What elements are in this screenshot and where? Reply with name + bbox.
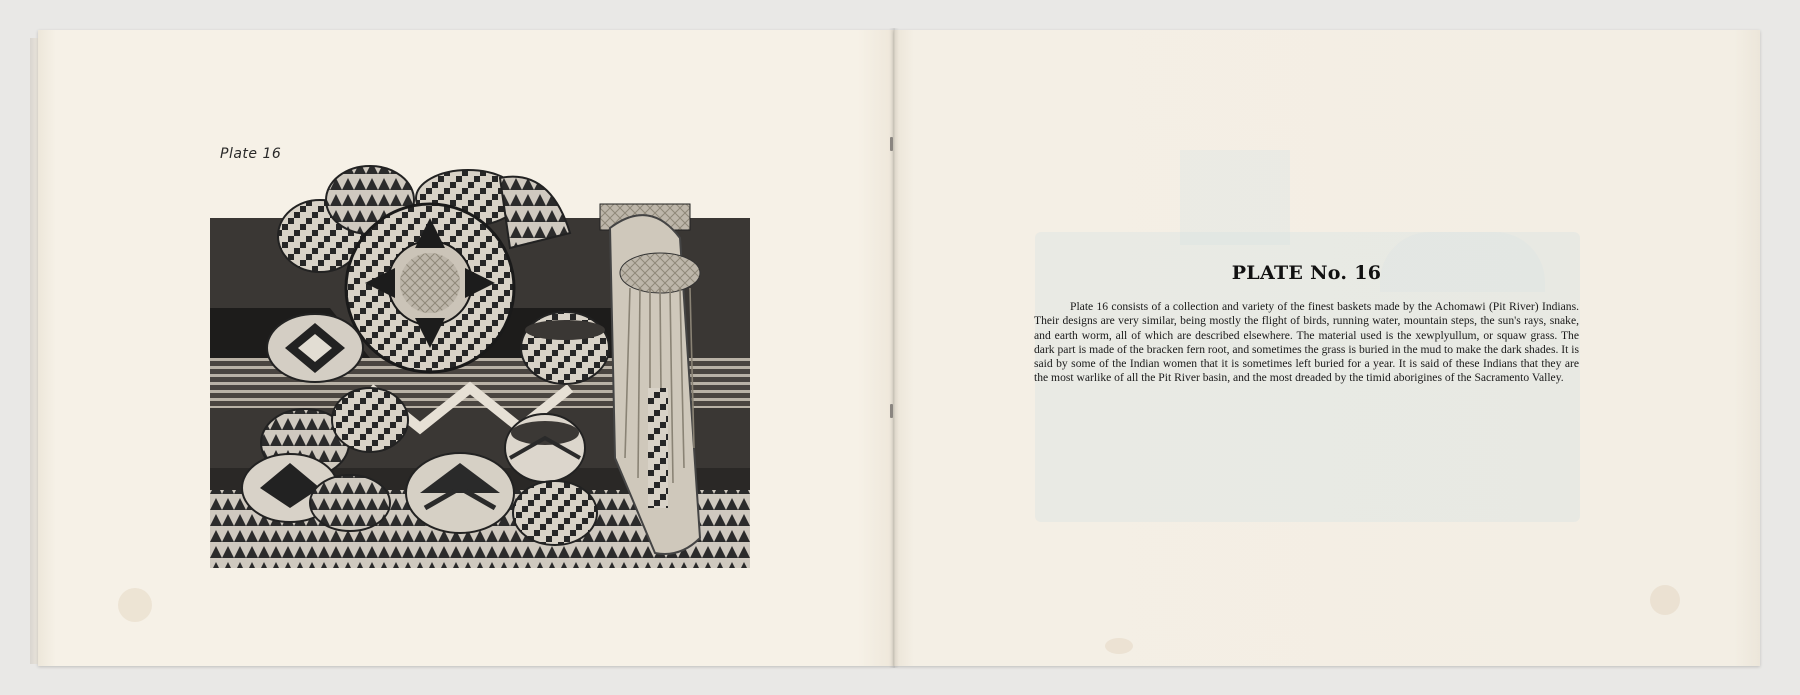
book-gutter — [889, 28, 899, 668]
paper-stain — [118, 588, 152, 622]
paper-stain — [1105, 638, 1133, 654]
staple-bottom — [890, 404, 893, 418]
plate-caption: Plate 16 — [220, 146, 282, 162]
staple-top — [890, 137, 893, 151]
show-through-ghost — [1180, 150, 1290, 245]
paper-stain — [1650, 585, 1680, 615]
basket-collection-photo — [210, 158, 750, 568]
plate-description: Plate 16 consists of a collection and variety of the finest baskets made by the Achomawi (Pit River) Indians. Their designs are very similar, being mostly the flight of birds, running water, mountain steps, the sun's rays, snake, and earth worm, all of which are described elsewhere. The material used is the xewplyullum, or squaw grass. The dark part is made of the bracken fern root, and sometimes the grass is buried in the mud to make the dark shades. It is said by some of the Indian women that it is sometimes left buried for a year. It is said of these Indians that they are the most warlike of all the Pit River basin, and the most dreaded by the timid aborigines of the Sacramento Valley. — [1034, 300, 1579, 385]
plate-title: PLATE No. 16 — [1231, 262, 1382, 284]
